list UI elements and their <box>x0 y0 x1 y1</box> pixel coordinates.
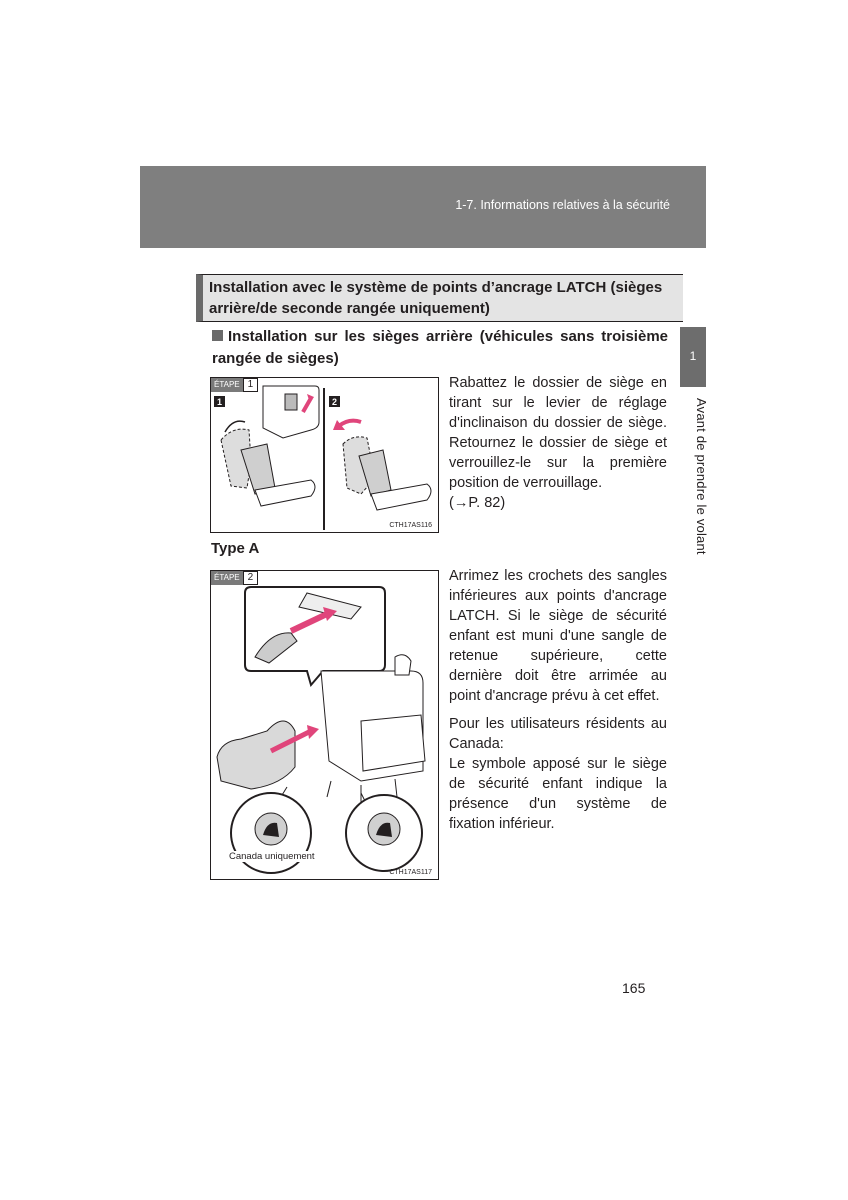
canada-info <box>449 714 667 834</box>
canada-text: Le symbole apposé sur le siège de sécurité enfant indique la présence d'un système de fixation inférieur. <box>449 756 667 832</box>
chapter-header-bar <box>140 166 706 248</box>
step2-instruction: Arrimez les crochets des sangles inférieures aux points d'ancrage LATCH. Si le siège de sécurité enfant est muni d'une sangle de retenue supérieure, cette dernière doit être arrimée au point d'ancrage prévu à cet effet. <box>449 568 667 704</box>
figure-code: CTH17AS116 <box>389 522 432 529</box>
figure-step1 <box>210 377 439 533</box>
section-title: Installation avec le système de points d’ancrage LATCH (sièges arrière/de seconde rangée uniquement) <box>196 274 683 322</box>
chapter-label: Avant de prendre le volant <box>694 398 709 555</box>
canada-heading: Pour les utilisateurs résidents au Canada: <box>449 716 667 752</box>
section-heading: 1-7. Informations relatives à la sécurité <box>455 198 670 212</box>
panel-2-number: 2 <box>332 397 338 407</box>
page-reference: (→P. 82) <box>449 495 506 511</box>
seat-fold-illustration <box>211 378 438 532</box>
panel-1-number: 1 <box>217 397 223 407</box>
square-bullet-icon <box>212 330 223 341</box>
etape-number: 2 <box>243 571 259 585</box>
figure-code: CTH17AS117 <box>389 869 432 876</box>
step1-instruction: Rabattez le dossier de siège en tirant sur le levier de réglage d'inclinaison du dossier de siège. Retournez le dossier de siège et verrouillez-le sur la première position de verrouillage. <box>449 375 667 491</box>
step1-text <box>449 373 667 513</box>
chapter-tab <box>680 327 706 387</box>
subsection-title <box>212 326 668 370</box>
canada-label: Canada uniquement <box>229 851 315 862</box>
figure-step2 <box>210 570 439 880</box>
chapter-number: 1 <box>689 349 697 363</box>
step2-text <box>449 566 667 706</box>
etape-number: 1 <box>243 378 259 392</box>
etape-label: ÉTAPE <box>211 571 243 585</box>
type-heading: Type A <box>211 540 260 557</box>
latch-installation-illustration <box>211 571 438 879</box>
etape-label: ÉTAPE <box>211 378 243 392</box>
page-number: 165 <box>622 980 646 996</box>
subsection-title-text: Installation sur les sièges arrière (véhicules sans troisième rangée de sièges) <box>212 328 668 367</box>
